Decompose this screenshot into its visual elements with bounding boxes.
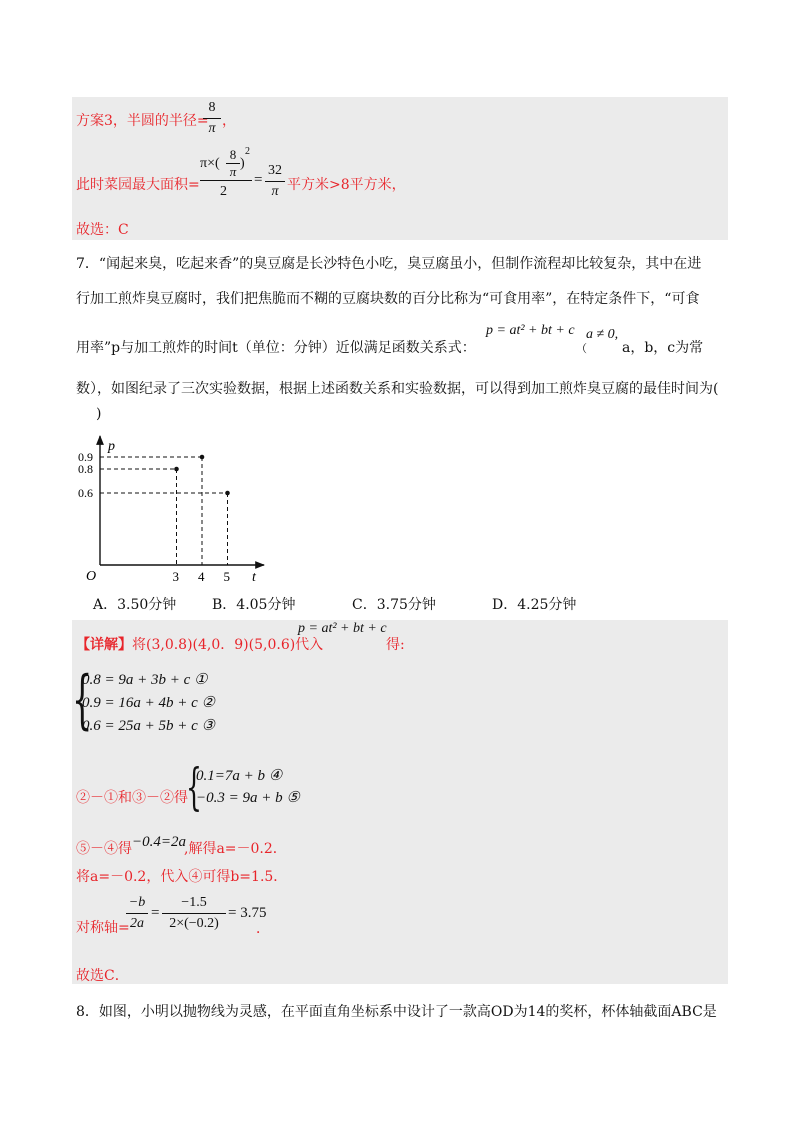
data-point-3	[174, 467, 179, 472]
q7-line4: 数），如图纪录了三次实验数据，根据上述函数关系和实验数据，可以得到加工煎炸臭豆腐的最佳时间为(	[76, 381, 719, 397]
system1-brace: {	[72, 663, 93, 737]
axis-result: = 3.75	[228, 905, 267, 921]
option-c[interactable]: C．3.75分钟	[352, 597, 436, 613]
solution-tag: 【详解】	[76, 637, 132, 653]
option-d[interactable]: D．4.25分钟	[492, 597, 577, 613]
q7-line1: 7．“闻起来臭，吃起来香”的臭豆腐是长沙特色小吃，臭豆腐虽小，但制作流程却比较复杂，其中在进	[76, 256, 702, 272]
area-equals: =	[254, 172, 263, 188]
y-tick-label: 0.9	[78, 450, 93, 464]
solution-intro-formula: p = at² + bt + c	[298, 621, 387, 636]
axis-fraction-2: −1.5 2×(−0.2)	[162, 894, 226, 933]
axis-suffix: ．	[256, 921, 270, 937]
step3-label: ⑤－④得	[76, 841, 132, 857]
x-tick-label: 4	[198, 569, 205, 584]
area-big-fraction: π×( 8 π ) 2 2	[200, 146, 250, 199]
step4: 将a=－0.2，代入④可得b=1.5．	[76, 869, 288, 885]
q7-line2: 行加工煎炸臭豆腐时，我们把焦脆而不糊的豆腐块数的百分比称为“可食用率”，在特定条件下，“可食	[76, 291, 700, 307]
system1-eq2: 0.9 = 16a + 4b + c ②	[82, 695, 215, 711]
data-point-5	[225, 491, 230, 496]
x-axis-label: t	[252, 570, 256, 585]
solution-intro-suffix: 得:	[386, 637, 405, 653]
data-point-4	[200, 455, 205, 460]
radius-line-suffix: ，	[222, 113, 236, 129]
q7-formula: p = at² + bt + c	[486, 323, 575, 338]
x-tick-label: 3	[172, 569, 179, 584]
system1-eq1: 0.8 = 9a + 3b + c ①	[82, 672, 208, 688]
step3-suffix: ,解得a=－0.2．	[184, 841, 287, 857]
system1-eq3: 0.6 = 25a + 5b + c ③	[82, 718, 215, 734]
q7-line3-suffix: a，b，c为常	[622, 340, 704, 356]
area-line-suffix: 平方米>8平方米，	[287, 177, 406, 193]
system2-eq5: −0.3 = 9a + b ⑤	[196, 790, 300, 806]
system2-eq4: 0.1=7a + b ④	[196, 768, 283, 784]
answer-top: 故选：C	[76, 222, 129, 238]
radius-fraction: 8 π	[203, 99, 221, 138]
q7-paren: （	[576, 342, 587, 355]
solution-intro: 将(3,0.8)(4,0．9)(5,0.6)代入	[132, 637, 324, 653]
step3-math: −0.4=2a	[132, 834, 186, 850]
axis-fraction-1: −b 2a	[126, 894, 148, 933]
x-tick-label: 5	[223, 569, 230, 584]
axis-equals: =	[151, 905, 160, 921]
q7-line3: 用率”p与加工煎炸的时间t（单位：分钟）近似满足函数关系式：	[76, 340, 476, 356]
q7-line5: )	[96, 406, 102, 422]
y-axis-label: p	[108, 439, 115, 454]
experiment-chart	[78, 432, 278, 592]
origin-label: O	[86, 569, 97, 584]
q8-line1: 8．如图，小明以抛物线为灵感，在平面直角坐标系中设计了一款高OD为14的奖杯，杯体轴截面ABC是	[76, 1004, 717, 1020]
y-tick-label: 0.8	[78, 462, 93, 476]
option-b[interactable]: B．4.05分钟	[212, 597, 296, 613]
system2-brace: {	[186, 758, 202, 816]
y-tick-label: 0.6	[78, 486, 93, 500]
area-result-fraction: 32 π	[265, 162, 285, 201]
step2-label: ②－①和③－②得	[76, 790, 188, 806]
answer-solution: 故选C．	[76, 968, 129, 984]
radius-line-label: 方案3，半圆的半径=	[76, 113, 209, 129]
q7-condition: a ≠ 0,	[586, 327, 619, 342]
area-line-label: 此时菜园最大面积=	[76, 177, 200, 193]
axis-label: 对称轴=	[76, 920, 130, 936]
option-a[interactable]: A．3.50分钟	[93, 597, 177, 613]
